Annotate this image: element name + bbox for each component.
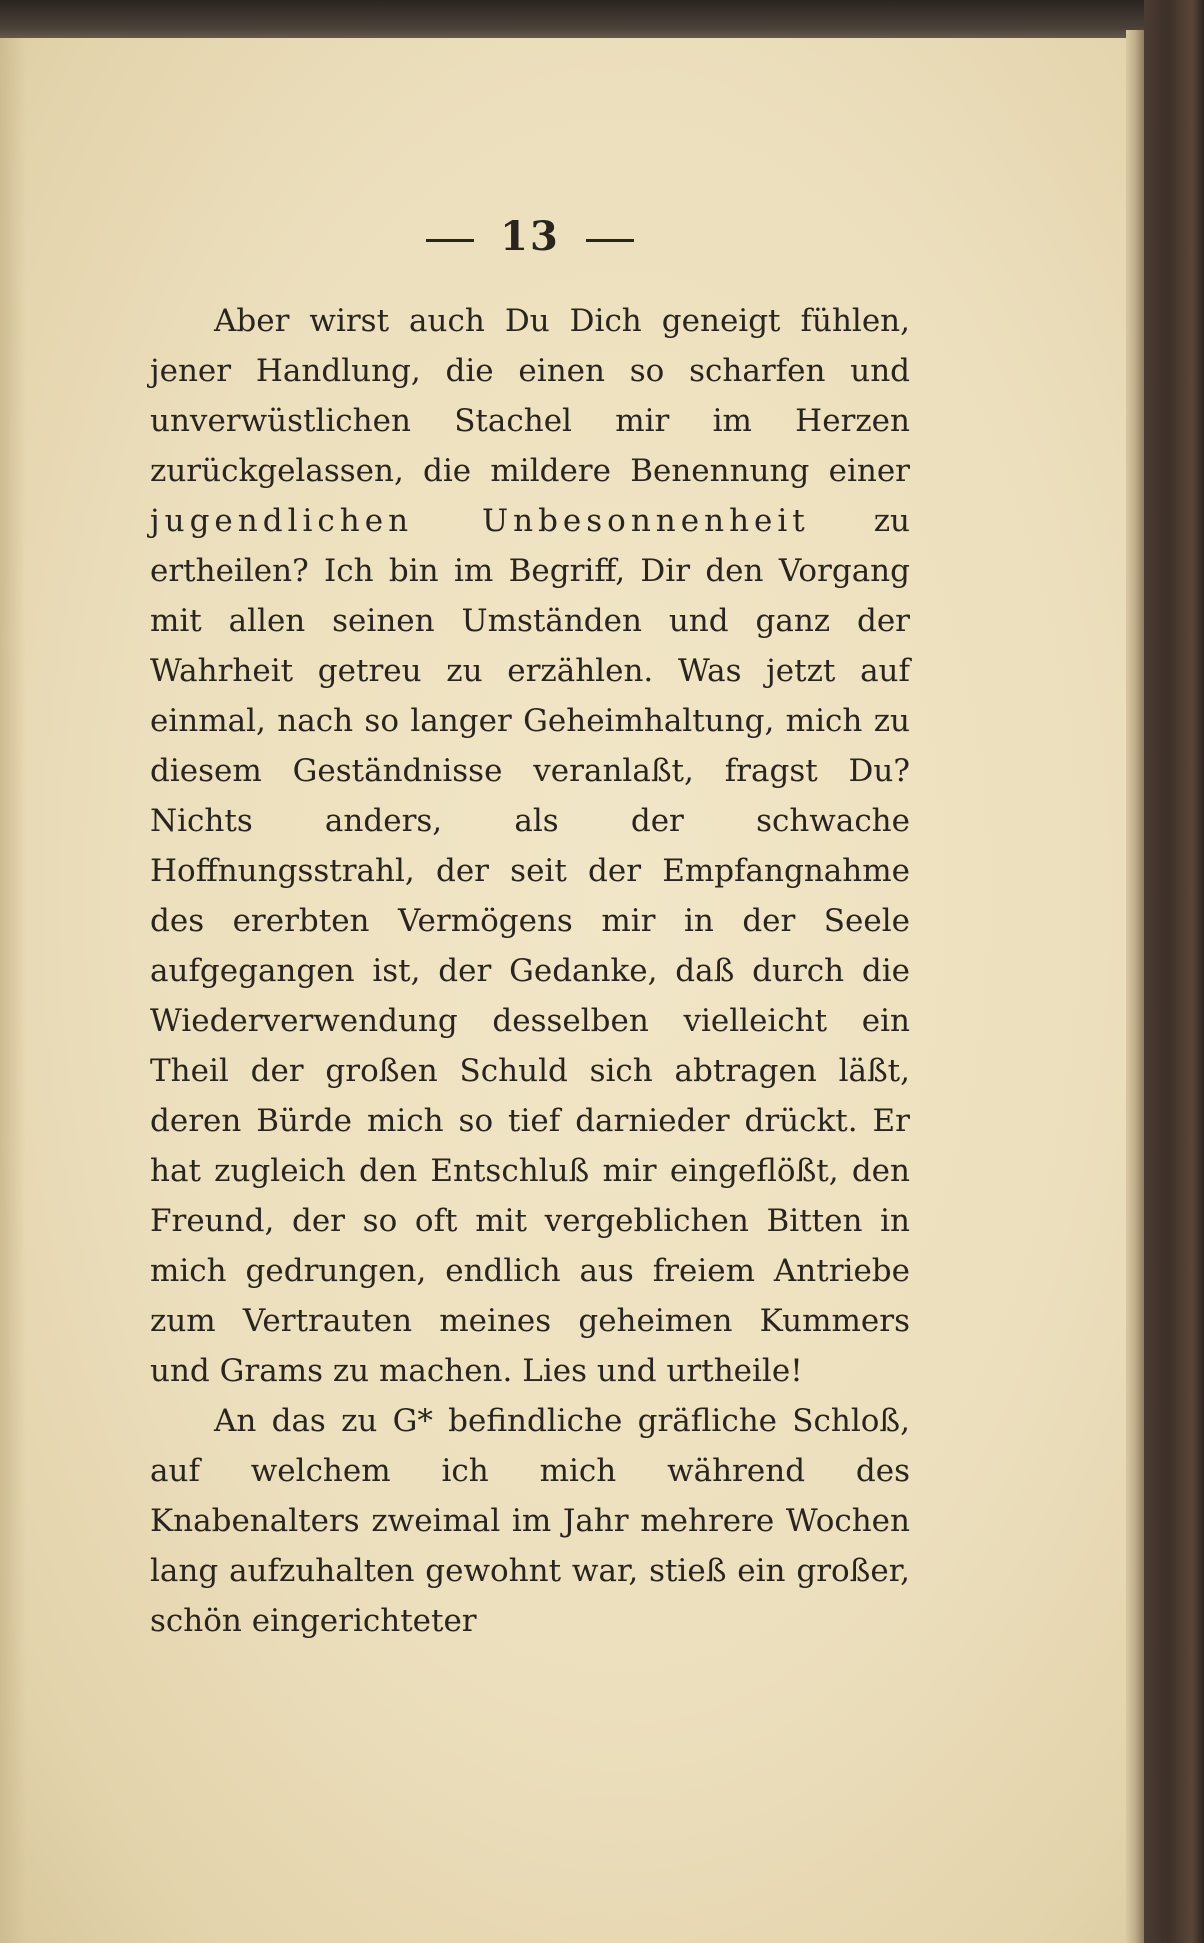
page-header: [0, 213, 1060, 260]
page-number: 13: [500, 213, 560, 260]
gutter-shadow: [0, 38, 26, 1943]
header-dash-left: [426, 239, 474, 242]
top-edge: [0, 0, 1204, 40]
body-text: [150, 296, 910, 1646]
header-dash-right: [586, 239, 634, 242]
paragraph-text: An das zu G* befindliche gräfliche Schloß, auf welchem ich mich während des Knabenalters zweimal im Jahr mehrere Wochen lang aufzuhalten gewohnt war, stieß ein großer, schön eingerichteter: [150, 1403, 910, 1639]
book-cover-edge: [1144, 0, 1204, 1943]
paragraph-2: [150, 1396, 910, 1646]
page-edge: [1126, 30, 1144, 1943]
paragraph-text: zu ertheilen? Ich bin im Begriff, Dir den Vorgang mit allen seinen Umständen und ganz der Wahrheit getreu zu erzählen. Was jetzt auf einmal, nach so langer Geheimhaltung, mich zu diesem Geständnisse veranlaßt, fragst Du? Nichts anders, als der schwache Hoffnungsstrahl, der seit der Empfangnahme des ererbten Vermögens mir in der Seele aufgegangen ist, der Gedanke, daß durch die Wiederverwendung desselben vielleicht ein Theil der großen Schuld sich abtragen läßt, deren Bürde mich so tief darnieder drückt. Er hat zugleich den Entschluß mir eingeflößt, den Freund, der so oft mit vergeblichen Bitten in mich gedrungen, endlich aus freiem Antriebe zum Vertrauten meines geheimen Kummers und Grams zu machen. Lies und urtheile!: [150, 503, 910, 1389]
emphasized-text: jugendlichen Unbesonnenheit: [150, 503, 810, 539]
paragraph-1: [150, 296, 910, 1396]
paragraph-text: Aber wirst auch Du Dich geneigt fühlen, jener Handlung, die einen so scharfen und unverwüstlichen Stachel mir im Herzen zurückgelassen, die mildere Benennung einer: [150, 303, 910, 489]
